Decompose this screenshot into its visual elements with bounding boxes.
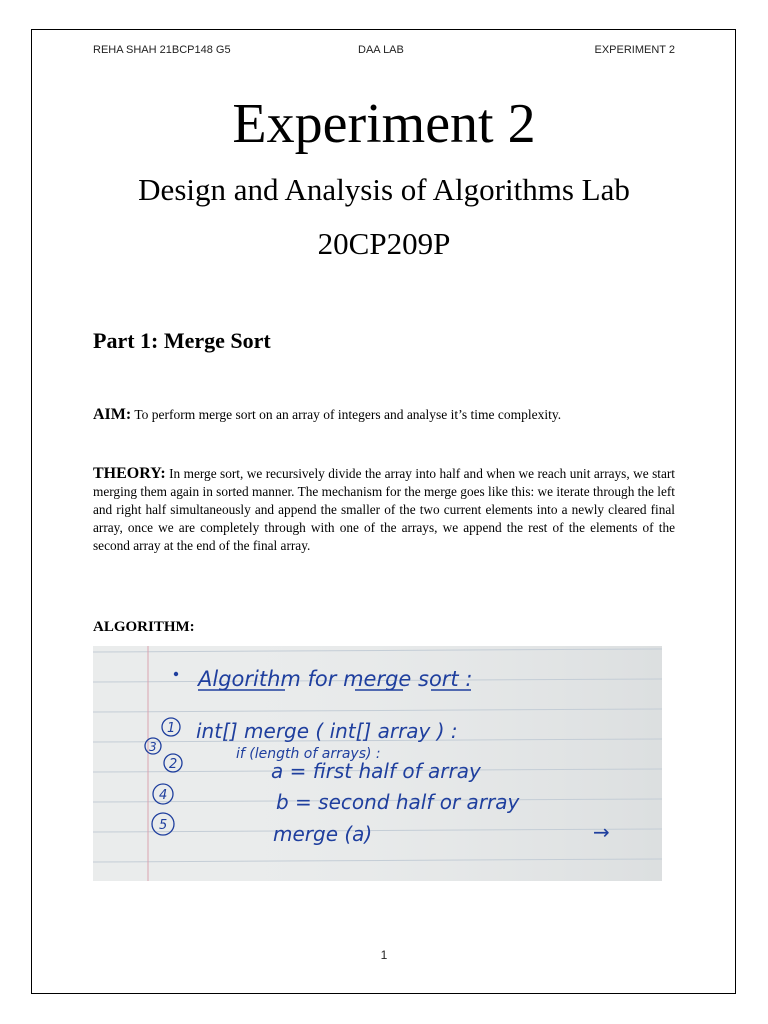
arrow-right-icon: →	[593, 820, 610, 844]
notebook-photo	[93, 646, 662, 881]
part-heading: Part 1: Merge Sort	[93, 328, 271, 353]
algo-title-text: Algorithm for merge sort :	[198, 667, 473, 691]
header-course: DAA LAB	[358, 44, 404, 56]
aim-paragraph	[93, 406, 675, 424]
theory-text: In merge sort, we recursively divide the array into half and when we reach unit arrays, we start merging them again in sorted manner. The mechanism for the merge goes like this: we iterate through the left and right half simultaneously and append the smaller of the two current elements into a newly cleared final array, once we are completely through with one of the arrays, we append the rest of the elements of the second array at the end of the final array.	[93, 466, 675, 553]
algo-line-4: b = second half or array	[276, 790, 520, 814]
page-number: 1	[380, 948, 388, 962]
svg-text:5: 5	[159, 818, 168, 833]
algo-line-5: merge (a)	[273, 822, 373, 846]
algo-line-2: if (length of arrays) :	[236, 746, 381, 762]
header-experiment: EXPERIMENT 2	[594, 44, 675, 56]
svg-text:1: 1	[167, 721, 176, 736]
svg-text:2: 2	[169, 757, 178, 772]
svg-text:3: 3	[149, 740, 157, 754]
aim-text: To perform merge sort on an array of integers and analyse it’s time complexity.	[134, 407, 562, 422]
theory-label: THEORY:	[93, 465, 166, 482]
svg-text:4: 4	[159, 788, 168, 803]
algorithm-heading: ALGORITHM:	[93, 619, 195, 635]
document-subtitle: Design and Analysis of Algorithms Lab	[138, 172, 630, 207]
course-code: 20CP209P	[317, 226, 451, 261]
algorithm-image	[93, 646, 662, 881]
aim-label: AIM:	[93, 406, 132, 423]
algo-line-1: int[] merge ( int[] array ) :	[196, 719, 458, 743]
header-author: REHA SHAH 21BCP148 G5	[93, 44, 231, 56]
document-title: Experiment 2	[232, 93, 536, 155]
theory-paragraph	[93, 465, 675, 555]
bullet-dot-icon	[174, 672, 178, 676]
algo-line-3: a = first half of array	[271, 759, 481, 783]
